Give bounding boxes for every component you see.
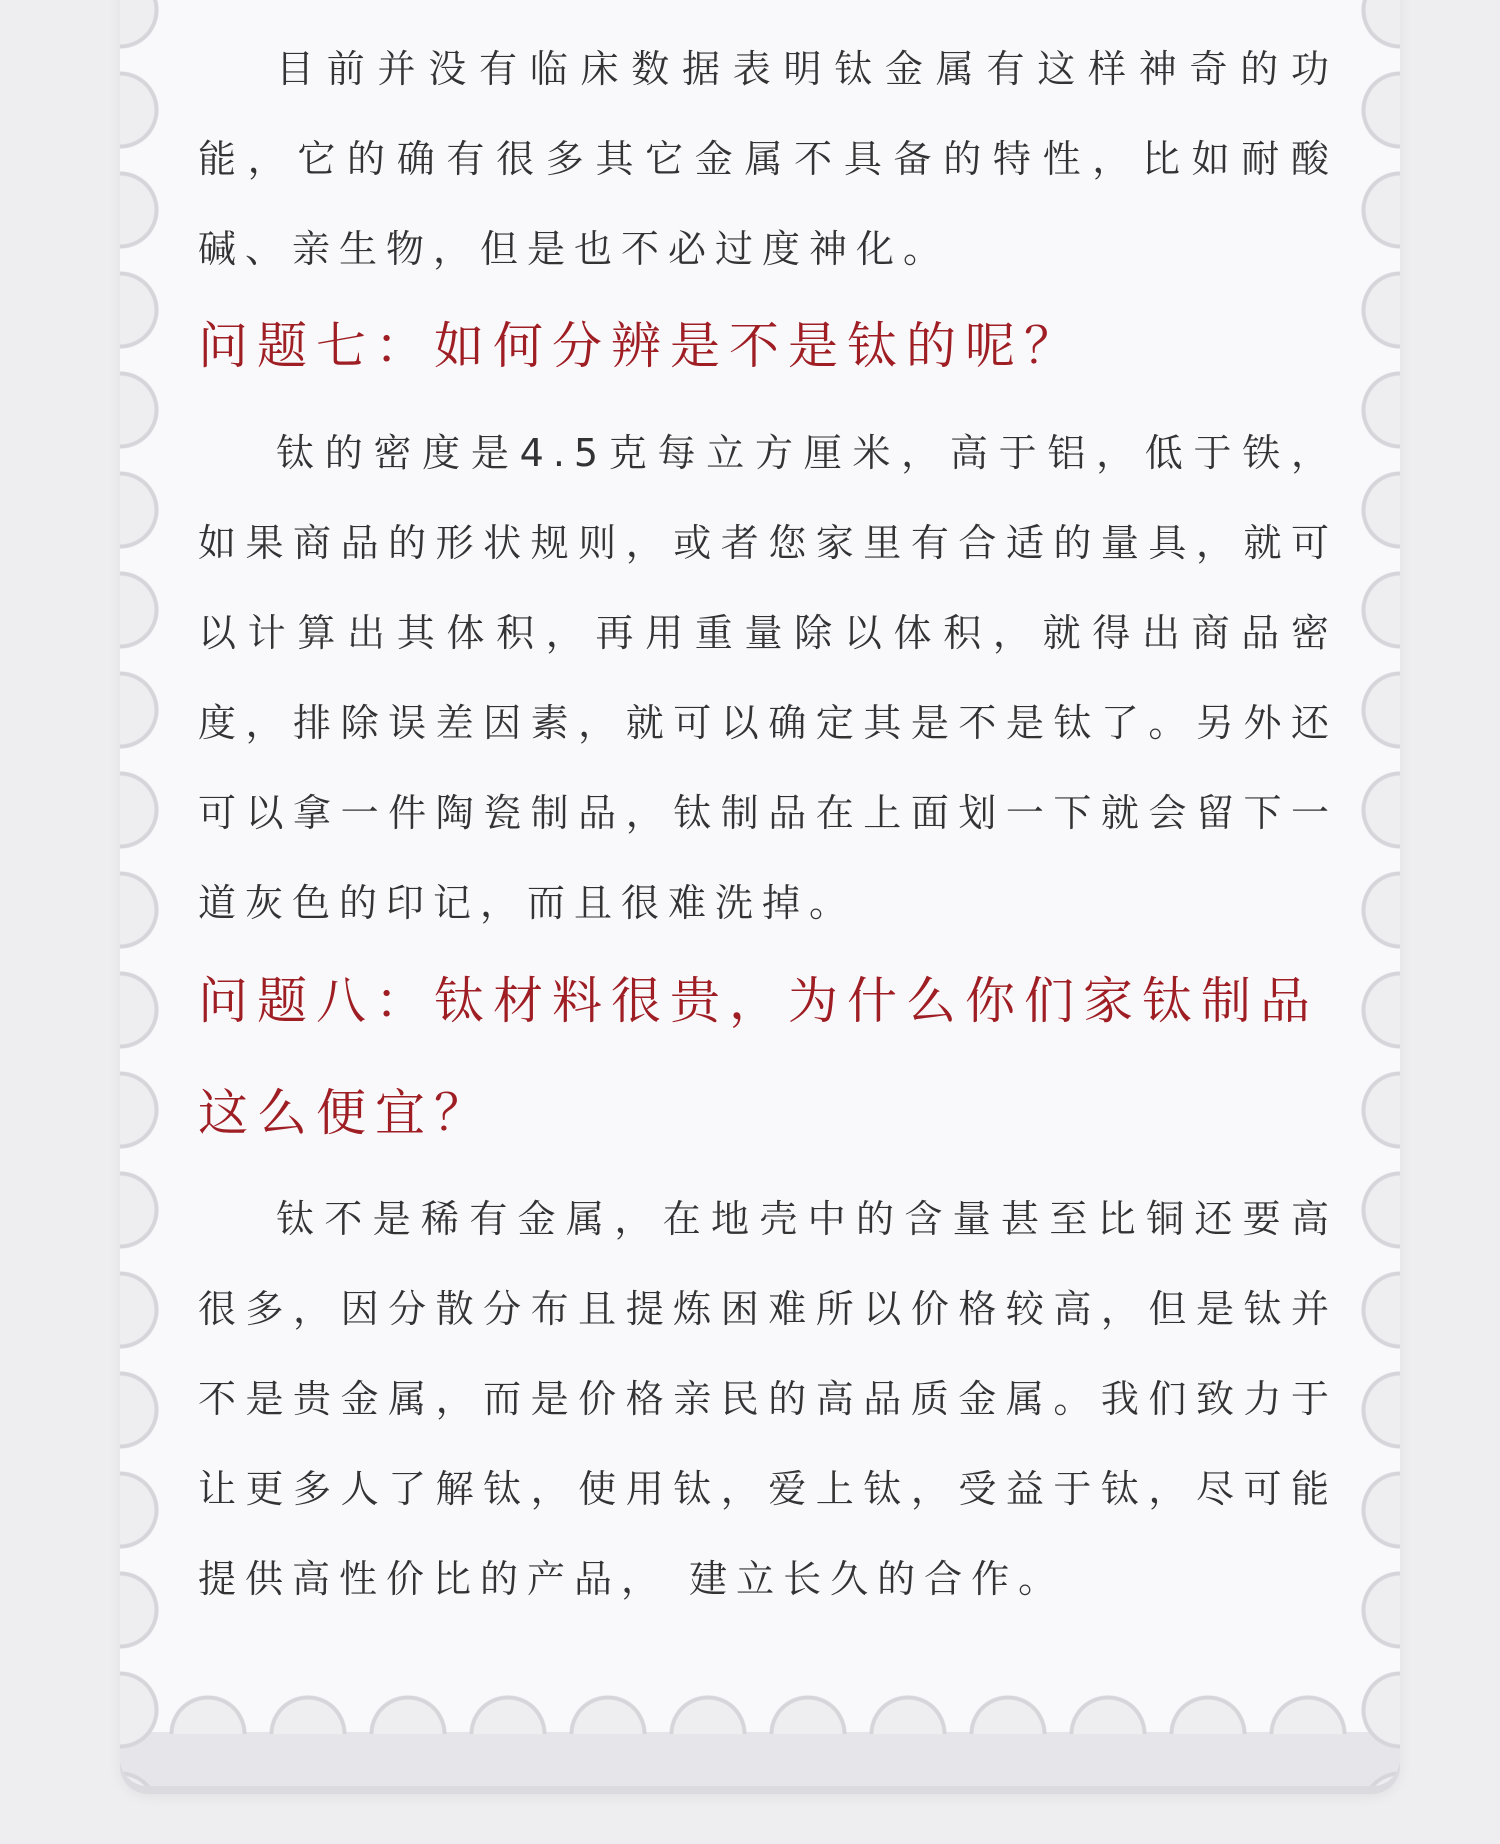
question-6-heading [198,0,1260,14]
stamp-edge-bottom [158,1682,1362,1734]
question-8-answer: 钛不是稀有金属，在地壳中的含量甚至比铜还要高很多，因分散分布且提炼困难所以价格较高，但是钛并不是贵金属，而是价格亲民的高品质金属。我们致力于让更多人了解钛，使用钛，爱上钛，受益于钛，尽可能提供高性价比的产品， 建立长久的合作。 [198,1197,1338,1601]
stamp-bottom-shadow [120,1732,1400,1786]
question-6-answer: 目前并没有临床数据表明钛金属有这样神奇的功能，它的确有很多其它金属不具备的特性，比如耐酸碱、亲生物，但是也不必过度神化。 [198,47,1338,271]
stamp-card [120,0,1400,1786]
stamp-edge-left [120,0,178,1786]
question-7-heading: 问题七：如何分辨是不是钛的呢？ [198,317,1083,375]
stamp-edge-right [1342,0,1400,1786]
question-7-answer: 钛的密度是4.5克每立方厘米，高于铝，低于铁，如果商品的形状规则，或者您家里有合适的量具，就可以计算出其体积，再用重量除以体积，就得出商品密度，排除误差因素，就可以确定其是不是钛了。另外还可以拿一件陶瓷制品，钛制品在上面划一下就会留下一道灰色的印记，而且很难洗掉。 [198,431,1338,925]
question-8-heading: 问题八：钛材料很贵，为什么你们家钛制品这么便宜？ [198,972,1319,1142]
